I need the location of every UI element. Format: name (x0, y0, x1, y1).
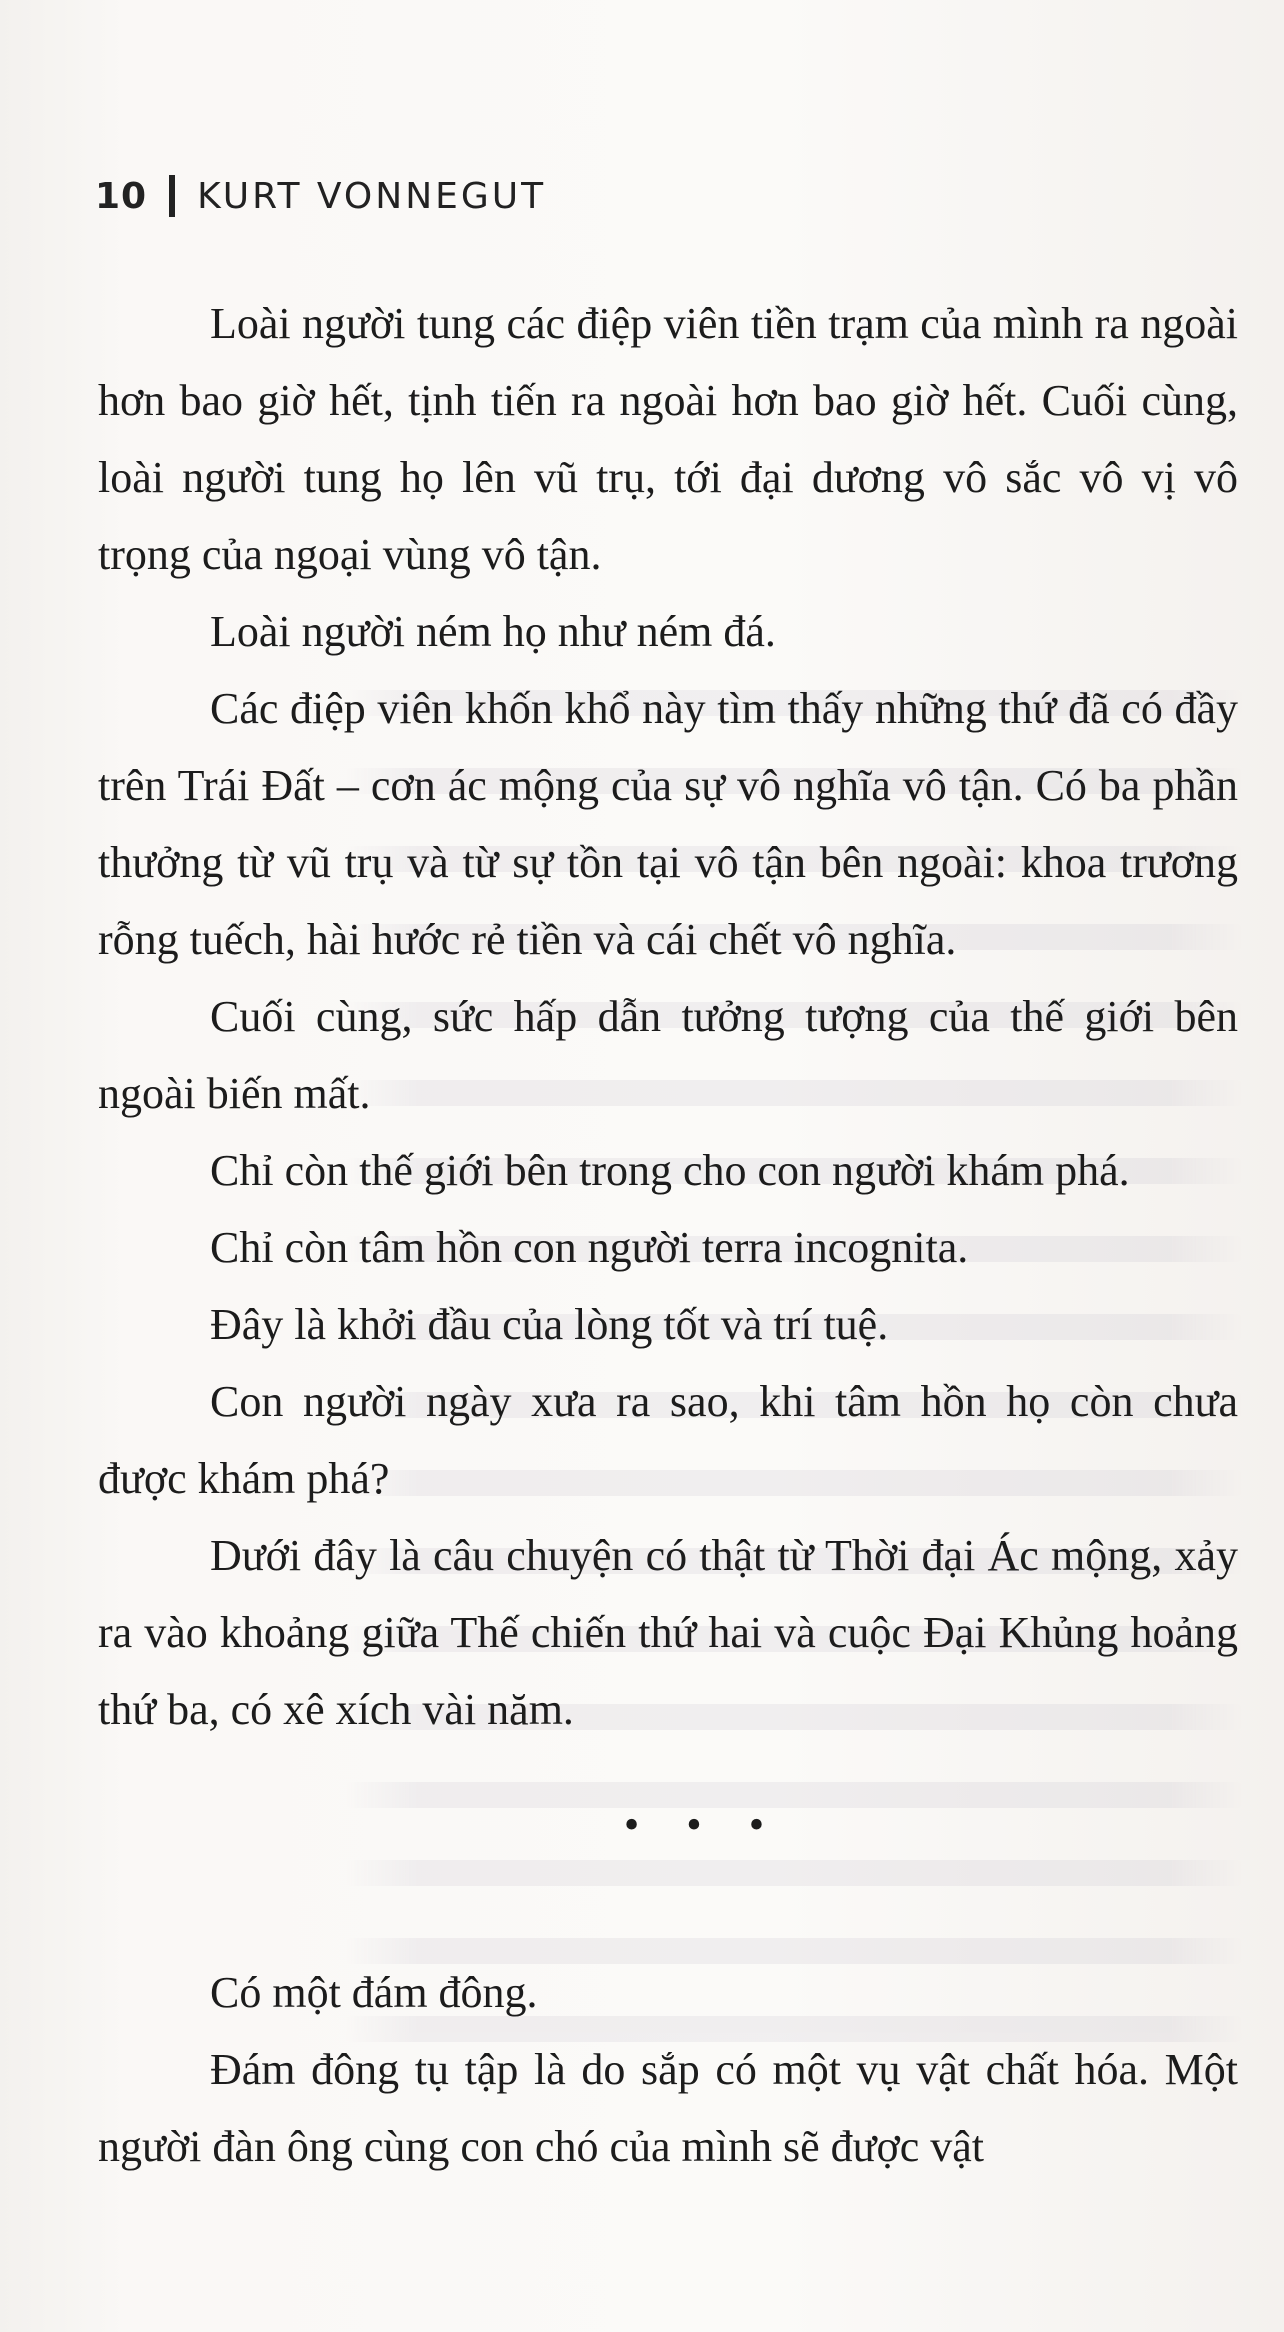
header-separator (169, 175, 175, 217)
paragraph: Đây là khởi đầu của lòng tốt và trí tuệ. (210, 1300, 889, 1349)
paragraph: Có một đám đông. (210, 1968, 538, 2017)
scene-break: • • • (623, 1800, 783, 1849)
paragraph: Dưới đây là câu chuyện có thật từ Thời đại Ác mộng, xảy ra vào khoảng giữa Thế chiến thứ hai và cuộc Đại Khủng hoảng thứ ba, có xê xích vài năm. (98, 1531, 1238, 1734)
page-body (98, 285, 1238, 2185)
paragraph: Các điệp viên khốn khổ này tìm thấy những thứ đã có đầy trên Trái Đất – cơn ác mộng của sự vô nghĩa vô tận. Có ba phần thưởng từ vũ trụ và từ sự tồn tại vô tận bên ngoài: khoa trương rỗng tuếch, hài hước rẻ tiền và cái chết vô nghĩa. (98, 684, 1238, 964)
paragraph: Loài người tung các điệp viên tiền trạm của mình ra ngoài hơn bao giờ hết, tịnh tiến ra ngoài hơn bao giờ hết. Cuối cùng, loài người tung họ lên vũ trụ, tới đại dương vô sắc vô vị vô trọng của ngoại vùng vô tận. (98, 299, 1238, 579)
running-header (95, 175, 546, 217)
paragraph: Cuối cùng, sức hấp dẫn tưởng tượng của thế giới bên ngoài biến mất. (98, 992, 1238, 1118)
page-number: 10 (95, 175, 148, 217)
section-spacer (98, 1902, 1238, 1954)
paragraph: Đám đông tụ tập là do sắp có một vụ vật chất hóa. Một người đàn ông cùng con chó của mình sẽ được vật (98, 2045, 1238, 2171)
paragraph: Chỉ còn thế giới bên trong cho con người khám phá. (210, 1146, 1130, 1195)
paragraph: Con người ngày xưa ra sao, khi tâm hồn họ còn chưa được khám phá? (98, 1377, 1238, 1503)
paragraph: Chỉ còn tâm hồn con người terra incognita. (210, 1223, 969, 1272)
author-name: KURT VONNEGUT (197, 175, 547, 217)
paragraph: Loài người ném họ như ném đá. (210, 607, 776, 656)
